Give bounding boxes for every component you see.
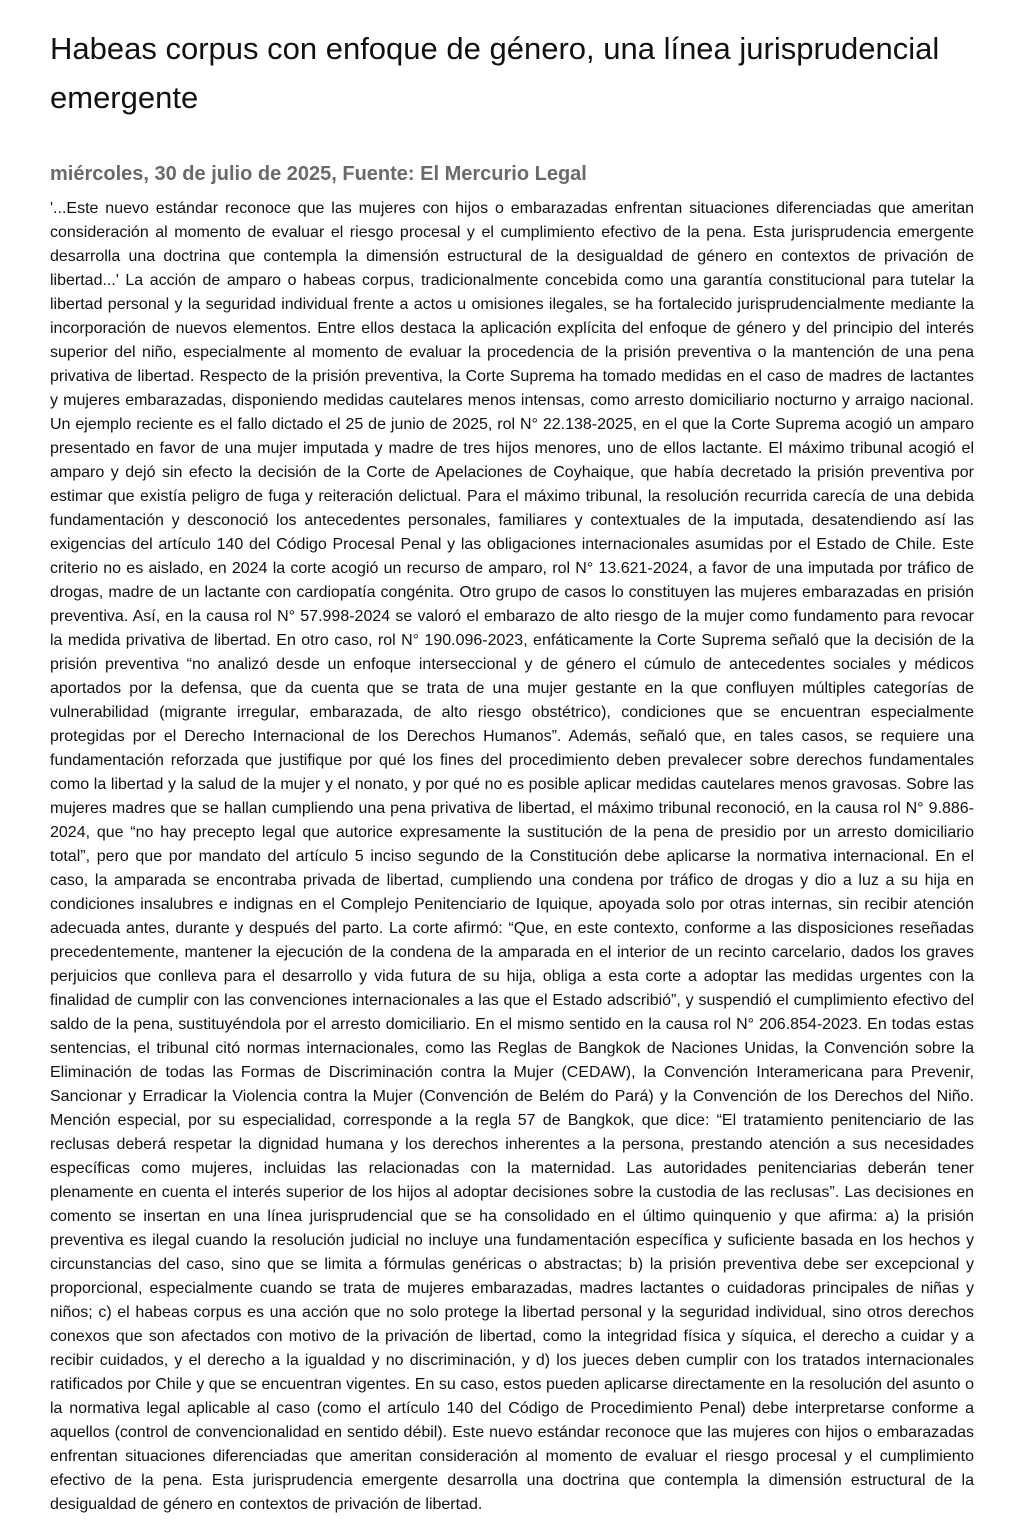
article-body: '...Este nuevo estándar reconoce que las mujeres con hijos o embarazadas enfrentan situaciones diferenciadas que ameritan consideración al momento de evaluar el riesgo procesal y el cumplimiento efectivo de la pena. Esta jurisprudencia emergente desarrolla una doctrina que contempla la dimensión estructural de la desigualdad de género en contextos de privación de libertad...' La acción de amparo o habeas corpus, tradicionalmente concebida como una garantía constitucional para tutelar la libertad personal y la seguridad individual frente a actos u omisiones ilegales, se ha fortalecido jurisprudencialmente mediante la incorporación de nuevos elementos. Entre ellos destaca la aplicación explícita del enfoque de género y del principio del interés superior del niño, especialmente al momento de evaluar la procedencia de la prisión preventiva o la mantención de una pena privativa de libertad. Respecto de la prisión preventiva, la Corte Suprema ha tomado medidas en el caso de madres de lactantes y mujeres embarazadas, disponiendo medidas cautelares menos intensas, como arresto domiciliario nocturno y arraigo nacional. Un ejemplo reciente es el fallo dictado el 25 de junio de 2025, rol N° 22.138-2025, en el que la Corte Suprema acogió un amparo presentado en favor de una mujer imputada y madre de tres hijos menores, uno de ellos lactante. El máximo tribunal acogió el amparo y dejó sin efecto la decisión de la Corte de Apelaciones de Coyhaique, que había decretado la prisión preventiva por estimar que existía peligro de fuga y reiteración delictual. Para el máximo tribunal, la resolución recurrida carecía de una debida fundamentación y desconoció los antecedentes personales, familiares y contextuales de la imputada, desatendiendo así las exigencias del artículo 140 del Código Procesal Penal y las obligaciones internacionales asumidas por el Estado de Chile. Este criterio no es aislado, en 2024 la corte acogió un recurso de amparo, rol N° 13.621-2024, a favor de una imputada por tráfico de drogas, madre de un lactante con cardiopatía congénita. Otro grupo de casos lo constituyen las mujeres embarazadas en prisión preventiva. Así, en la causa rol N° 57.998-2024 se valoró el embarazo de alto riesgo de la mujer como fundamento para revocar la medida privativa de libertad. En otro caso, rol N° 190.096-2023, enfáticamente la Corte Suprema señaló que la decisión de la prisión preventiva “no analizó desde un enfoque interseccional y de género el cúmulo de antecedentes sociales y médicos aportados por la defensa, que da cuenta que se trata de una mujer gestante en la que confluyen múltiples categorías de vulnerabilidad (migrante irregular, embarazada, de alto riesgo obstétrico), condiciones que se encuentran especialmente protegidas por el Derecho Internacional de los Derechos Humanos”. Además, señaló que, en tales casos, se requiere una fundamentación reforzada que justifique por qué los fines del procedimiento deben prevalecer sobre derechos fundamentales como la libertad y la salud de la mujer y el nonato, y por qué no es posible aplicar medidas cautelares menos gravosas. Sobre las mujeres madres que se hallan cumpliendo una pena privativa de libertad, el máximo tribunal reconoció, en la causa rol N° 9.886-2024, que “no hay precepto legal que autorice expresamente la sustitución de la pena de presidio por un arresto domiciliario total”, pero que por mandato del artículo 5 inciso segundo de la Constitución debe aplicarse la normativa internacional. En el caso, la amparada se encontraba privada de libertad, cumpliendo una condena por tráfico de drogas y dio a luz a su hija en condiciones insalubres e indignas en el Complejo Penitenciario de Iquique, apoyada solo por otras internas, sin recibir atención adecuada antes, durante y después del parto. La corte afirmó: “Que, en este contexto, conforme a las disposiciones reseñadas precedentemente, mantener la ejecución de la condena de la amparada en el interior de un recinto carcelario, dados los graves perjuicios que conlleva para el desarrollo y vida futura de su hija, obliga a esta corte a adoptar las medidas urgentes con la finalidad de cumplir con las convenciones internacionales a las que el Estado adscribió”, y suspendió el cumplimiento efectivo del saldo de la pena, sustituyéndola por el arresto domiciliario. En el mismo sentido en la causa rol N° 206.854-2023. En todas estas sentencias, el tribunal citó normas internacionales, como las Reglas de Bangkok de Naciones Unidas, la Convención sobre la Eliminación de todas las Formas de Discriminación contra la Mujer (CEDAW), la Convención Interamericana para Prevenir, Sancionar y Erradicar la Violencia contra la Mujer (Convención de Belém do Pará) y la Convención de los Derechos del Niño. Mención especial, por su especialidad, corresponde a la regla 57 de Bangkok, que dice: “El tratamiento penitenciario de las reclusas deberá respetar la dignidad humana y los derechos inherentes a la persona, prestando atención a sus necesidades específicas como mujeres, incluidas las relacionadas con la maternidad. Las autoridades penitenciarias deberán tener plenamente en cuenta el interés superior de los hijos al adoptar decisiones sobre la custodia de las reclusas”. Las decisiones en comento se insertan en una línea jurisprudencial que se ha consolidado en el último quinquenio y que afirma: a) la prisión preventiva es ilegal cuando la resolución judicial no incluye una fundamentación específica y suficiente basada en los hechos y circunstancias del caso, sino que se limita a fórmulas genéricas o abstractas; b) la prisión preventiva debe ser excepcional y proporcional, especialmente cuando se trata de mujeres embarazadas, madres lactantes o cuidadoras principales de niñas y niños; c) el habeas corpus es una acción que no solo protege la libertad personal y la seguridad individual, sino otros derechos conexos que son afectados con motivo de la privación de libertad, como la integridad física y síquica, el derecho a cuidar y a recibir cuidados, y el derecho a la igualdad y no discriminación, y d) los jueces deben cumplir con los tratados internacionales ratificados por Chile y que se encuentran vigentes. En su caso, estos pueden aplicarse directamente en la resolución del asunto o la normativa legal aplicable al caso (como el artículo 140 del Código de Procedimiento Penal) debe interpretarse conforme a aquellos (control de convencionalidad en sentido débil). Este nuevo estándar reconoce que las mujeres con hijos o embarazadas enfrentan situaciones diferenciadas que ameritan consideración al momento de evaluar el riesgo procesal y el cumplimiento efectivo de la pena. Esta jurisprudencia emergente desarrolla una doctrina que contempla la dimensión estructural de la desigualdad de género en contextos de privación de libertad. bbox=[50, 200, 974, 1513]
article-date-source: miércoles, 30 de julio de 2025, Fuente: El Mercurio Legal bbox=[50, 163, 587, 185]
article-title: Habeas corpus con enfoque de género, una línea jurisprudencial emergente bbox=[50, 31, 940, 115]
